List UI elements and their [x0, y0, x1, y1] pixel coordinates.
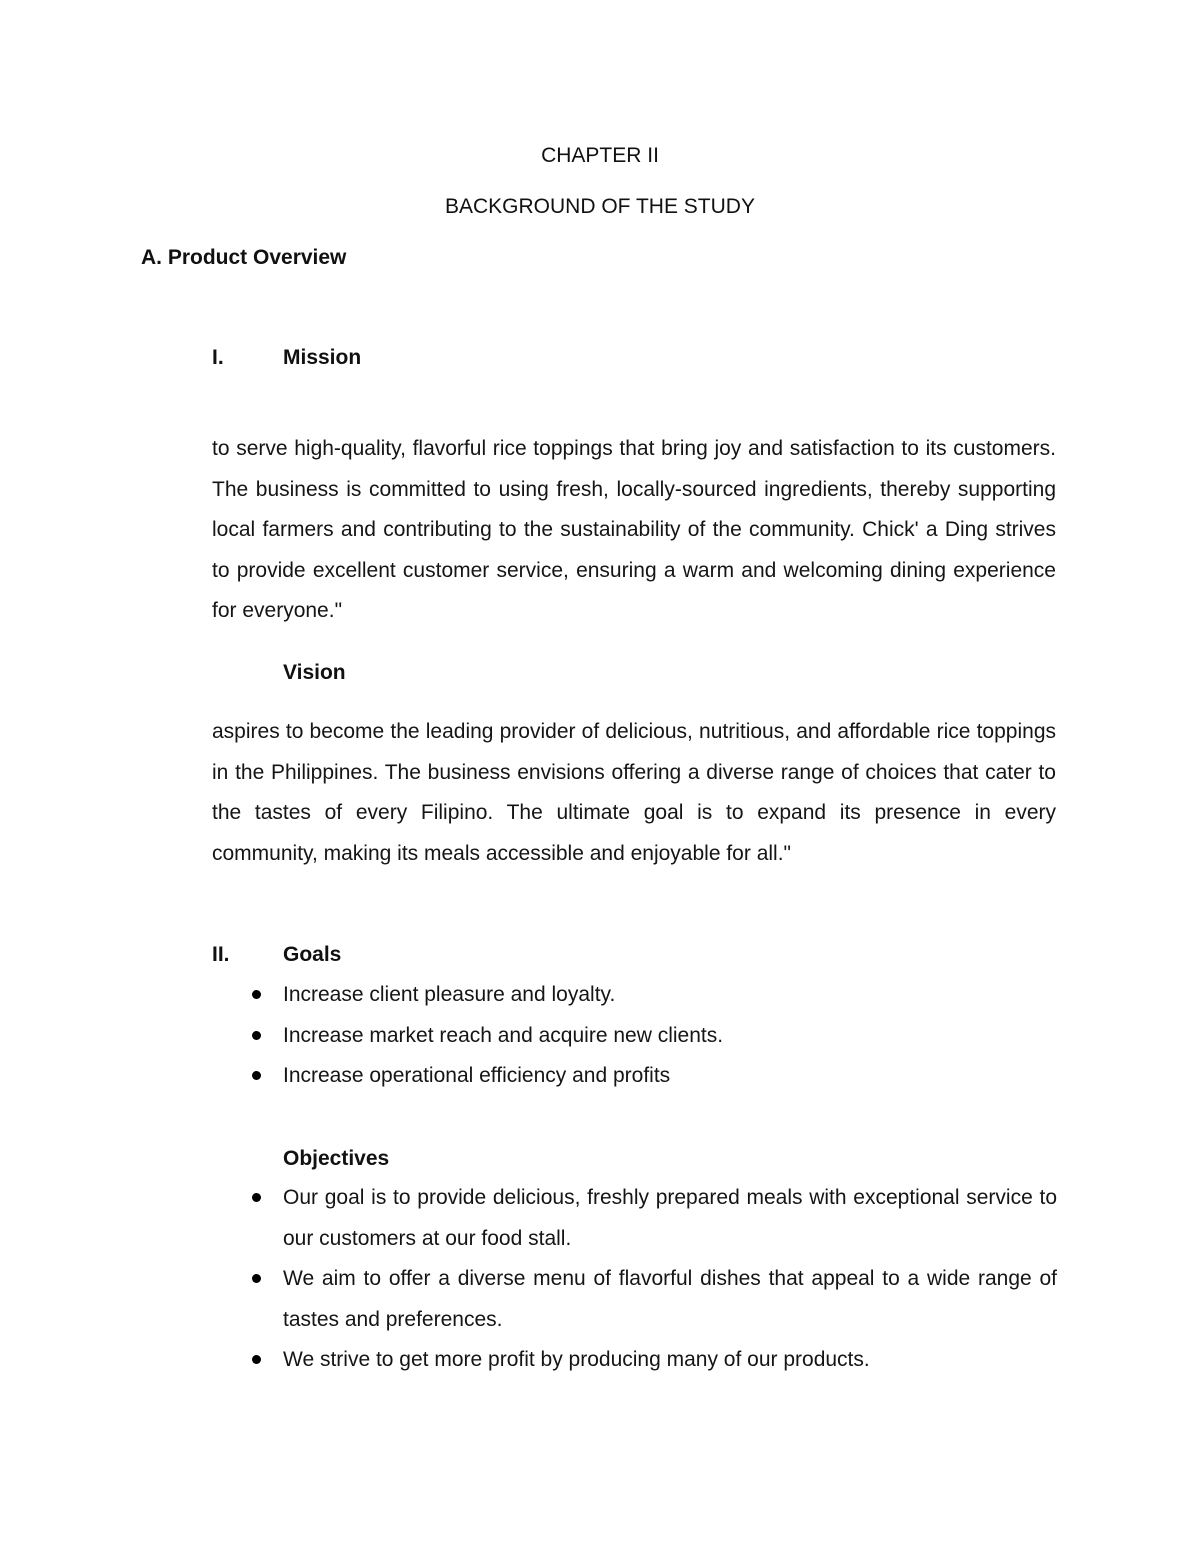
goals-list	[245, 975, 1057, 1097]
list-item	[245, 1178, 1057, 1259]
bullet-icon	[252, 1355, 261, 1364]
objectives-list	[245, 1178, 1057, 1381]
vision-paragraph: aspires to become the leading provider of delicious, nutritious, and affordable rice toppings in the Philippines. The business envisions offering a diverse range of choices that cater to the tastes of every Filipino. The ultimate goal is to expand its presence in every community, making its meals accessible and enjoyable for all."	[212, 720, 1056, 865]
mission-numeral: I.	[212, 346, 224, 369]
goals-numeral: II.	[212, 943, 230, 966]
list-item	[245, 975, 1057, 1016]
bullet-icon	[252, 1274, 261, 1283]
bullet-icon	[252, 1193, 261, 1202]
objectives-heading: Objectives	[283, 1147, 390, 1170]
goal-text: Increase market reach and acquire new clients.	[283, 1023, 724, 1047]
objective-text: We aim to offer a diverse menu of flavorful dishes that appeal to a wide range of tastes and preferences.	[283, 1267, 1057, 1331]
bullet-icon	[252, 1071, 261, 1080]
objective-text: We strive to get more profit by producing many of our products.	[283, 1348, 870, 1371]
goal-text: Increase client pleasure and loyalty.	[283, 983, 616, 1006]
goals-heading: Goals	[283, 943, 342, 966]
goal-text: Increase operational efficiency and profits	[283, 1064, 671, 1087]
list-item	[245, 1056, 1057, 1097]
mission-heading: Mission	[283, 346, 362, 369]
list-item	[245, 1340, 1057, 1381]
bullet-icon	[252, 990, 261, 999]
bullet-icon	[252, 1031, 261, 1040]
list-item	[245, 1259, 1057, 1340]
section-heading: A. Product Overview	[141, 246, 347, 269]
chapter-heading: CHAPTER II	[541, 144, 659, 167]
vision-heading: Vision	[283, 661, 346, 684]
mission-paragraph: to serve high-quality, flavorful rice toppings that bring joy and satisfaction to its customers. The business is committed to using fresh, locally-sourced ingredients, thereby supporting local farmers and contributing to the sustainability of the community. Chick' a Ding strives to provide excellent customer service, ensuring a warm and welcoming dining experience for everyone."	[212, 437, 1056, 622]
list-item	[245, 1016, 1057, 1057]
objective-text: Our goal is to provide delicious, freshly prepared meals with exceptional service to our customers at our food stall.	[283, 1186, 1057, 1250]
page-title: BACKGROUND OF THE STUDY	[445, 195, 755, 218]
